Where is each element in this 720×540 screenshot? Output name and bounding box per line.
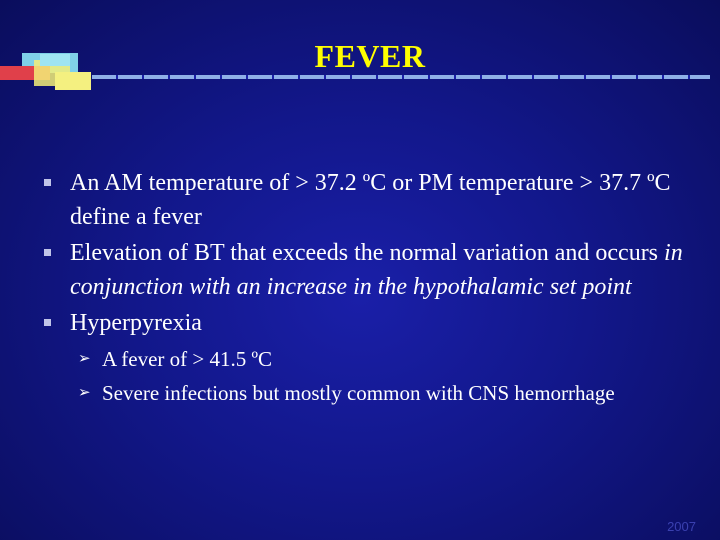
bullet-text: Hyperpyrexia — [70, 310, 202, 336]
square-bullet-icon — [44, 179, 51, 186]
sub-bullet-text: A fever of > 41.5 ºC — [102, 347, 272, 371]
bullet-item — [44, 306, 704, 340]
slide-title: FEVER — [314, 38, 426, 74]
bullet-text-italic: in conjunction with an increase in the hypothalamic set point — [70, 240, 683, 300]
arrow-bullet-icon: ➢ — [78, 385, 91, 401]
corner-decoration — [0, 50, 100, 92]
bullet-item — [44, 236, 704, 304]
sub-bullet-text: Severe infections but mostly common with CNS hemorrhage — [102, 381, 615, 405]
title-divider — [92, 75, 710, 79]
arrow-bullet-icon: ➢ — [78, 351, 91, 367]
square-bullet-icon — [44, 319, 51, 326]
square-bullet-icon — [44, 249, 51, 256]
footer-year: 2007 — [667, 519, 696, 534]
bullet-item — [44, 166, 704, 234]
sub-bullet-item — [44, 376, 704, 410]
bullet-text: An AM temperature of > 37.2 ºC or PM temperature > 37.7 ºC define a fever — [70, 170, 671, 230]
bullet-text: Elevation of BT that exceeds the normal variation and occurs — [70, 240, 665, 266]
slide-body — [44, 166, 704, 410]
sub-bullet-item — [44, 342, 704, 376]
